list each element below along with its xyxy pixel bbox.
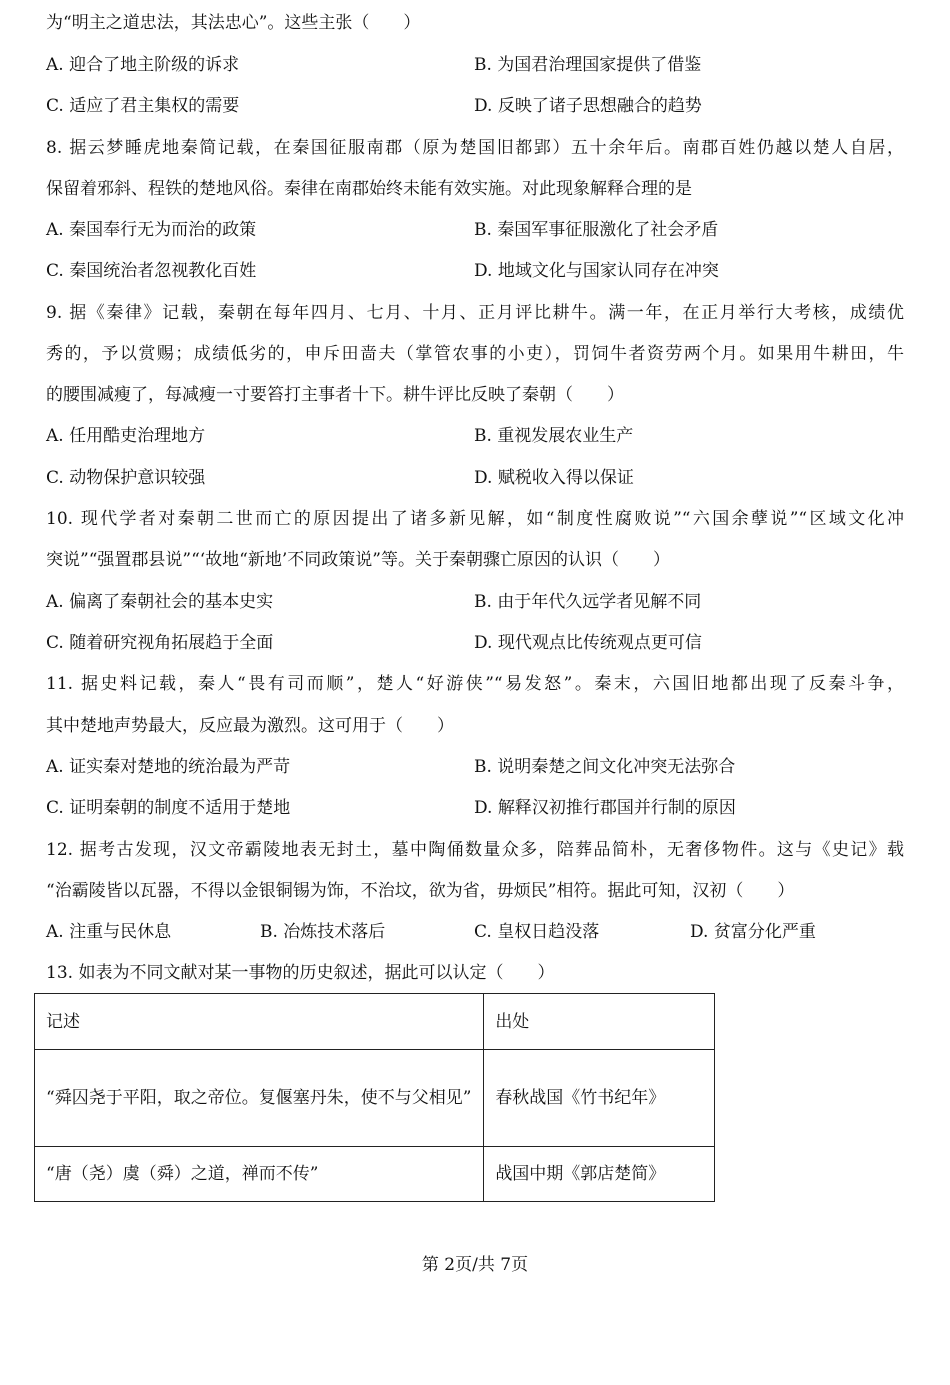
- q12-option-b[interactable]: B. 冶炼技术落后: [260, 922, 386, 942]
- table-header-row: [35, 994, 715, 1050]
- q8-option-b[interactable]: B. 秦国军事征服激化了社会矛盾: [474, 220, 719, 240]
- table-cell: 战国中期《郭店楚简》: [484, 1147, 715, 1202]
- table-header-cell: 记述: [35, 994, 484, 1050]
- q9-stem-line-2: 秀的，予以赏赐；成绩低劣的，申斥田啬夫（掌管农事的小吏），罚饲牛者资劳两个月。如果用牛耕田，牛: [46, 344, 904, 364]
- q7-option-c[interactable]: C. 适应了君主集权的需要: [46, 96, 240, 116]
- q10-option-d[interactable]: D. 现代观点比传统观点更可信: [474, 633, 702, 653]
- q8-option-c[interactable]: C. 秦国统治者忽视教化百姓: [46, 261, 257, 281]
- q9-option-c[interactable]: C. 动物保护意识较强: [46, 468, 206, 488]
- page-footer: 第 2页/共 7页: [421, 1255, 529, 1275]
- q9-option-a[interactable]: A. 任用酷吏治理地方: [46, 426, 206, 446]
- q12-option-a[interactable]: A. 注重与民休息: [46, 922, 172, 942]
- table-row: [35, 1050, 715, 1147]
- q11-option-d[interactable]: D. 解释汉初推行郡国并行制的原因: [474, 798, 736, 818]
- q11-option-b[interactable]: B. 说明秦楚之间文化冲突无法弥合: [474, 757, 736, 777]
- q10-option-b[interactable]: B. 由于年代久远学者见解不同: [474, 592, 702, 612]
- table-header-cell: 出处: [484, 994, 715, 1050]
- q9-option-b[interactable]: B. 重视发展农业生产: [474, 426, 634, 446]
- q13-source-table: [34, 993, 715, 1202]
- q10-stem-line-2: 突说”“强置郡县说”“‘故地“新地’不同政策说”等。关于秦朝骤亡原因的认识（ ）: [46, 550, 670, 570]
- q8-stem-line-1: 8. 据云梦睡虎地秦简记载，在秦国征服南郡（原为楚国旧都郢）五十余年后。南郡百姓仍越以楚人自居，: [46, 138, 904, 158]
- table-cell: 春秋战国《竹书纪年》: [484, 1050, 715, 1147]
- q11-stem-line-1: 11. 据史料记载，秦人“畏有司而顺”，楚人“好游侠”“易发怒”。秦末，六国旧地都出现了反秦斗争，: [46, 674, 904, 694]
- q7-option-a[interactable]: A. 迎合了地主阶级的诉求: [46, 55, 240, 75]
- q11-option-a[interactable]: A. 证实秦对楚地的统治最为严苛: [46, 757, 291, 777]
- q11-stem-line-2: 其中楚地声势最大，反应最为激烈。这可用于（ ）: [46, 716, 454, 736]
- q7-option-d[interactable]: D. 反映了诸子思想融合的趋势: [474, 96, 702, 116]
- table-cell: “舜囚尧于平阳，取之帝位。复偃塞丹朱，使不与父相见”: [35, 1050, 484, 1147]
- table-cell: “唐（尧）虞（舜）之道，禅而不传”: [35, 1147, 484, 1202]
- q10-option-c[interactable]: C. 随着研究视角拓展趋于全面: [46, 633, 274, 653]
- table-row: [35, 1147, 715, 1202]
- q13-stem: 13. 如表为不同文献对某一事物的历史叙述，据此可以认定（ ）: [46, 963, 555, 983]
- q7-option-b[interactable]: B. 为国君治理国家提供了借鉴: [474, 55, 702, 75]
- q11-option-c[interactable]: C. 证明秦朝的制度不适用于楚地: [46, 798, 291, 818]
- q9-option-d[interactable]: D. 赋税收入得以保证: [474, 468, 634, 488]
- q12-option-d[interactable]: D. 贫富分化严重: [690, 922, 816, 942]
- q10-option-a[interactable]: A. 偏离了秦朝社会的基本史实: [46, 592, 274, 612]
- q8-stem-line-2: 保留着邪斜、程铁的楚地风俗。秦律在南郡始终未能有效实施。对此现象解释合理的是: [46, 179, 692, 199]
- q8-option-d[interactable]: D. 地域文化与国家认同存在冲突: [474, 261, 719, 281]
- q9-stem-line-3: 的腰围减瘦了，每减瘦一寸要笞打主事者十下。耕牛评比反映了秦朝（ ）: [46, 385, 624, 405]
- q7-stem-tail: 为“明主之道忠法，其法忠心”。这些主张（ ）: [46, 13, 421, 33]
- q9-stem-line-1: 9. 据《秦律》记载，秦朝在每年四月、七月、十月、正月评比耕牛。满一年，在正月举行大考核，成绩优: [46, 303, 904, 323]
- q12-option-c[interactable]: C. 皇权日趋没落: [474, 922, 600, 942]
- q12-stem-line-2: “治霸陵皆以瓦器，不得以金银铜锡为饰，不治坟，欲为省，毋烦民”相符。据此可知，汉初（ ）: [46, 881, 795, 901]
- q12-stem-line-1: 12. 据考古发现，汉文帝霸陵地表无封土，墓中陶俑数量众多，陪葬品简朴，无奢侈物件。这与《史记》载: [46, 840, 904, 860]
- q8-option-a[interactable]: A. 秦国奉行无为而治的政策: [46, 220, 257, 240]
- q10-stem-line-1: 10. 现代学者对秦朝二世而亡的原因提出了诸多新见解，如“制度性腐败说”“六国余孽说”“区域文化冲: [46, 509, 904, 529]
